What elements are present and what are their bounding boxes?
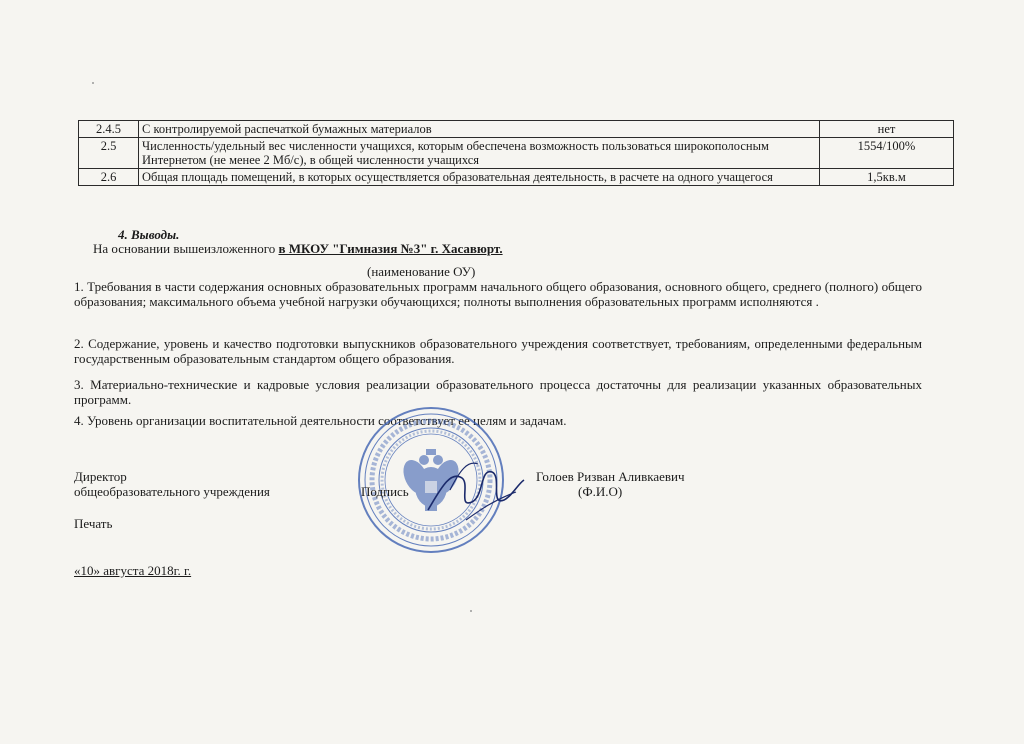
director-name: Голоев Ризван Аливкаевич	[536, 469, 685, 484]
indicators-table	[78, 120, 954, 186]
row-value: нет	[820, 121, 954, 138]
name-caption: (Ф.И.О)	[578, 484, 623, 499]
scan-speck	[92, 82, 94, 84]
basis-prefix: На основании вышеизложенного	[93, 241, 279, 256]
conclusions-heading: 4. Выводы.	[118, 227, 180, 242]
table-row	[79, 138, 954, 169]
conclusion-item-4: 4. Уровень организации воспитательной деятельности соответствует ее целям и задачам.	[74, 413, 567, 428]
signature-label: Подпись	[361, 484, 409, 499]
stamp-label: Печать	[74, 516, 113, 531]
organization-label: общеобразовательного учреждения	[74, 484, 270, 499]
table-row	[79, 169, 954, 186]
table-row	[79, 121, 954, 138]
row-indicator: Общая площадь помещений, в которых осуществляется образовательная деятельность, в расчете на одного учащегося	[139, 169, 820, 186]
handwritten-signature	[420, 450, 530, 530]
document-date: «10» августа 2018г. г.	[74, 563, 192, 578]
conclusions-basis	[93, 241, 503, 256]
school-name: в МКОУ "Гимназия №3" г. Хасавюрт.	[278, 241, 503, 256]
row-number: 2.5	[79, 138, 139, 169]
scan-speck	[470, 610, 472, 612]
row-value: 1554/100%	[820, 138, 954, 169]
school-caption: (наименование ОУ)	[367, 264, 476, 279]
row-indicator: Численность/удельный вес численности учащихся, которым обеспечена возможность пользоваться широкополосным Интернетом (не менее 2 Мб/с), в общей численности учащихся	[139, 138, 820, 169]
conclusion-item-2: 2. Содержание, уровень и качество подготовки выпускников образовательного учреждения соответствует, требованиям, определенными федеральным государственным образовательным стандартом общего образования.	[74, 336, 922, 366]
row-number: 2.4.5	[79, 121, 139, 138]
conclusion-item-3: 3. Материально-технические и кадровые условия реализации образовательного процесса достаточны для реализации указанных образовательных программ.	[74, 377, 922, 407]
director-position: Директор	[74, 469, 127, 484]
row-number: 2.6	[79, 169, 139, 186]
row-indicator: С контролируемой распечаткой бумажных материалов	[139, 121, 820, 138]
row-value: 1,5кв.м	[820, 169, 954, 186]
conclusion-item-1: 1. Требования в части содержания основных образовательных программ начального общего образования, основного общего, среднего (полного) общего образования; максимального объема учебной нагрузки обучающихся; полноты выполнения образовательных программ исполняются .	[74, 279, 922, 309]
